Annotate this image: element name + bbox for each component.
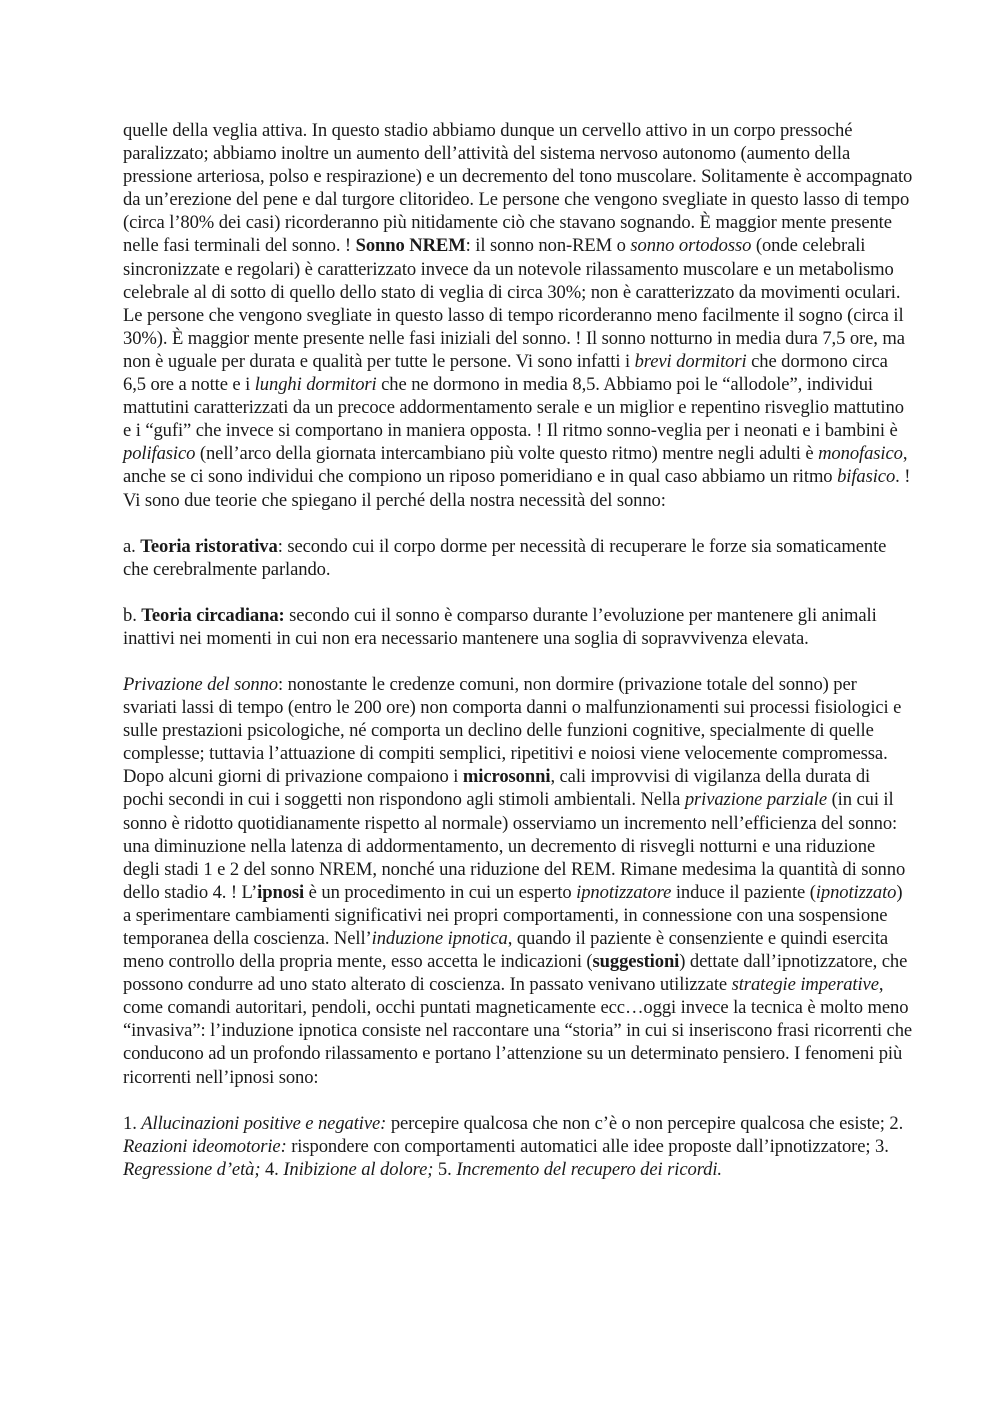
text-run: ) a sperimentare cambiamenti significativi nei propri comportamenti, in connessione con una sospensione temporanea della coscienza. Nell’	[123, 881, 903, 949]
text-run: : il sonno non-REM o	[465, 235, 631, 257]
italic-term: ipnotizzato	[815, 881, 897, 903]
bold-term: Teoria circadiana:	[141, 604, 285, 626]
text-run: che dormono circa 6,5 ore a notte e i	[123, 350, 888, 396]
text-run: , anche se ci sono individui che compiono un riposo pomeridiano e in qual caso abbiamo un ritmo	[123, 443, 908, 488]
paragraph-gap	[123, 512, 913, 535]
text-run: : nonostante le credenze comuni, non dormire (privazione totale del sonno) per svariati lassi di tempo (entro le 200 ore) non comporta danni o malfunzionamenti sui processi fisiologici e sulle prestazioni psicologiche, né comporta un declino delle funzioni cognitive, specialmente di quelle complesse; tuttavia l’attuazione di compiti semplici, ripetitivi e noiosi viene velocemente compromessa. Dopo alcuni giorni di privazione compaiono i	[123, 673, 902, 788]
paragraph-rem-nrem-sleep	[123, 119, 913, 512]
italic-term: Allucinazioni positive e negative:	[141, 1112, 387, 1134]
text-run: (nell’arco della giornata intercambiano più volte questo ritmo) mentre negli adulti è	[195, 443, 819, 465]
italic-term: lunghi dormitori	[254, 374, 377, 396]
text-run: (onde celebrali sincronizzate e regolari) è caratterizzato invece da un notevole rilassamento muscolare e un metabolismo celebrale al di sotto di quello dello stato di veglia di circa 30%; non è caratterizzato da movimenti oculari. Le persone che vengono svegliate in questo lasso di tempo ricorderanno meno facilmente il sogno (circa il 30%). È maggior mente presente nelle fasi iniziali del sonno. ! Il sonno notturno in media dura 7,5 ore, ma non è uguale per durata e qualità per tutte le persone. Vi sono infatti i	[123, 235, 905, 372]
italic-term: strategie imperative	[731, 974, 879, 996]
text-run: 1.	[123, 1112, 142, 1134]
text-run: b.	[123, 604, 142, 626]
italic-term: monofasico	[818, 443, 903, 465]
paragraph-gap	[123, 581, 913, 604]
italic-term: ipnotizzatore	[576, 881, 672, 903]
paragraph-sleep-deprivation-hypnosis	[123, 673, 913, 1089]
text-run: ) dettate dall’ipnotizzatore, che possono condurre ad uno stato alterato di coscienza. In passato venivano utilizzate	[123, 951, 908, 996]
paragraph-hypnosis-phenomena-list	[123, 1112, 913, 1181]
text-run: rispondere con comportamenti automatici alle idee proposte dall’ipnotizzatore; 3.	[286, 1135, 889, 1157]
italic-term: brevi dormitori	[634, 350, 747, 372]
text-run: , cali improvvisi di vigilanza della durata di pochi secondi in cui i soggetti non rispondono agli stimoli ambientali. Nella	[123, 766, 871, 811]
italic-term: privazione parziale	[684, 789, 828, 811]
text-run: 4.	[260, 1158, 284, 1180]
text-run: quelle della veglia attiva. In questo stadio abbiamo dunque un cervello attivo in un corpo pressoché paralizzato; abbiamo inoltre un aumento dell’attività del sistema nervoso autonomo (aumento della pressione arteriosa, polso e respirazione) e un decremento del tono muscolare. Solitamente è accompagnato da un’erezione del pene e dal turgore clitorideo. Le persone che vengono svegliate in questo lasso di tempo (circa l’80% dei casi) ricorderanno più nitidamente ciò che stavano sognando. È maggior mente presente nelle fasi terminali del sonno. !	[123, 120, 913, 257]
text-run: induce il paziente (	[671, 881, 816, 903]
text-run: (in cui il sonno è ridotto quotidianamente rispetto al normale) osserviamo un incremento nell’efficienza del sonno: una diminuzione nella latenza di addormentamento, un decremento di risvegli notturni e una riduzione degli stadi 1 e 2 del sonno NREM, nonché una riduzione del REM. Rimane medesima la quantità di sonno dello stadio 4. ! L’	[123, 789, 906, 903]
paragraph-circadian-theory	[123, 604, 913, 650]
italic-term: Privazione del sonno	[123, 673, 278, 695]
bold-term: microsonni	[462, 766, 551, 788]
bold-term: suggestioni	[592, 951, 680, 973]
italic-term: Incremento del recupero dei ricordi.	[456, 1158, 722, 1180]
text-run: che ne dormono in media 8,5. Abbiamo poi le “allodole”, individui mattutini caratterizzati da un precoce addormentamento serale e un miglior e repentino risveglio mattutino e i “gufi” che invece si comportano in maniera opposta. ! Il ritmo sonno-veglia per i neonati e i bambini è	[123, 374, 904, 442]
italic-term: Reazioni ideomotorie:	[123, 1135, 287, 1157]
text-run: : secondo cui il corpo dorme per necessità di recuperare le forze sia somaticamente che cerebralmente parlando.	[123, 535, 887, 580]
italic-term: sonno ortodosso	[630, 235, 752, 257]
paragraph-restorative-theory	[123, 535, 913, 581]
italic-term: Inibizione al dolore;	[283, 1158, 434, 1180]
text-run: percepire qualcosa che non c’è o non percepire qualcosa che esiste; 2.	[386, 1112, 904, 1134]
italic-term: bifasico	[837, 466, 896, 488]
document-page	[123, 119, 913, 1181]
bold-term: ipnosi	[257, 881, 305, 903]
bold-term: Sonno NREM	[355, 235, 466, 257]
bold-term: Teoria ristorativa	[140, 535, 278, 557]
text-run: , quando il paziente è consenziente e quindi esercita meno controllo della propria mente, esso accetta le indicazioni (	[123, 928, 889, 973]
text-run: secondo cui il sonno è comparso durante l’evoluzione per mantenere gli animali inattivi nei momenti in cui non era necessario mantenere una soglia di sopravvivenza elevata.	[123, 604, 877, 649]
text-run: . ! Vi sono due teorie che spiegano il perché della nostra necessità del sonno:	[123, 466, 911, 511]
italic-term: polifasico	[123, 443, 196, 465]
paragraph-gap	[123, 650, 913, 673]
text-run: è un procedimento in cui un esperto	[304, 881, 577, 903]
italic-term: Regressione d’età;	[123, 1158, 261, 1180]
italic-term: induzione ipnotica	[371, 928, 508, 949]
text-run: 5.	[433, 1158, 457, 1180]
paragraph-gap	[123, 1089, 913, 1112]
text-run: , come comandi autoritari, pendoli, occhi puntati magneticamente ecc…oggi invece la tecnica è molto meno “invasiva”: l’induzione ipnotica consiste nel raccontare una “storia” in cui si inseriscono frasi ricorrenti che conducono ad un profondo rilassamento e portano l’attenzione su un determinato pensiero. I fenomeni più ricorrenti nell’ipnosi sono:	[123, 974, 913, 1088]
text-run: a.	[123, 535, 141, 557]
